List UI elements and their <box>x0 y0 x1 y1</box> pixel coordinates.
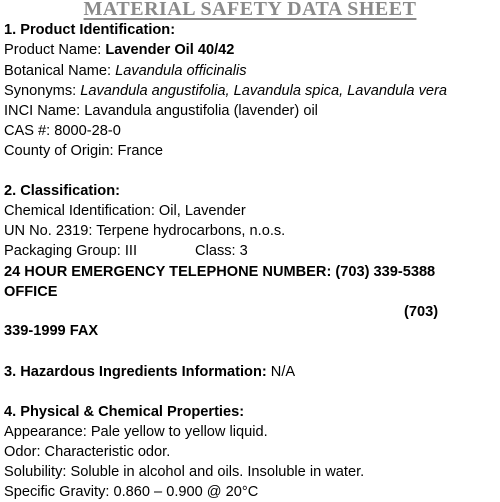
botanical-name-line <box>4 61 247 81</box>
appearance-line: Appearance: Pale yellow to yellow liquid. <box>4 424 268 440</box>
country-of-origin-line: County of Origin: France <box>4 143 163 159</box>
hazard-class: Class: 3 <box>195 243 248 259</box>
section-1-heading: 1. Product Identification: <box>4 22 176 38</box>
product-name-label: Product Name: <box>4 42 106 58</box>
document-title: MATERIAL SAFETY DATA SHEET <box>83 0 417 20</box>
emergency-phone-line: 24 HOUR EMERGENCY TELEPHONE NUMBER: (703) 339-5388 <box>4 264 436 280</box>
cas-number-line: CAS #: 8000-28-0 <box>4 123 121 139</box>
specific-gravity-line: Specific Gravity: 0.860 – 0.900 @ 20°C <box>4 484 259 500</box>
product-name-value: Lavender Oil 40/42 <box>105 42 235 58</box>
inci-name-line: INCI Name: Lavandula angustifolia (lavender) oil <box>4 103 318 119</box>
synonyms-line <box>4 81 447 101</box>
fax-number-line: 339-1999 FAX <box>4 323 99 339</box>
odor-line: Odor: Characteristic odor. <box>4 444 171 460</box>
fax-area-code: (703) <box>404 304 439 320</box>
botanical-name-label: Botanical Name: <box>4 63 116 79</box>
botanical-name-value: Lavandula officinalis <box>115 63 247 79</box>
synonyms-label: Synonyms: <box>4 83 81 99</box>
section-3-line <box>4 362 295 382</box>
chemical-identification-line: Chemical Identification: Oil, Lavender <box>4 203 246 219</box>
section-3-value: N/A <box>266 364 296 380</box>
un-number-line: UN No. 2319: Terpene hydrocarbons, n.o.s. <box>4 223 286 239</box>
packaging-line <box>4 241 248 261</box>
solubility-line: Solubility: Soluble in alcohol and oils. Insoluble in water. <box>4 464 365 480</box>
section-3-heading: 3. Hazardous Ingredients Information: <box>4 364 267 380</box>
section-4-heading: 4. Physical & Chemical Properties: <box>4 404 245 420</box>
emergency-office-label: OFFICE <box>4 284 58 300</box>
product-name-line <box>4 40 234 60</box>
packaging-group: Packaging Group: III <box>4 243 138 259</box>
synonyms-value: Lavandula angustifolia, Lavandula spica, Lavandula vera <box>80 83 447 99</box>
section-2-heading: 2. Classification: <box>4 183 120 199</box>
